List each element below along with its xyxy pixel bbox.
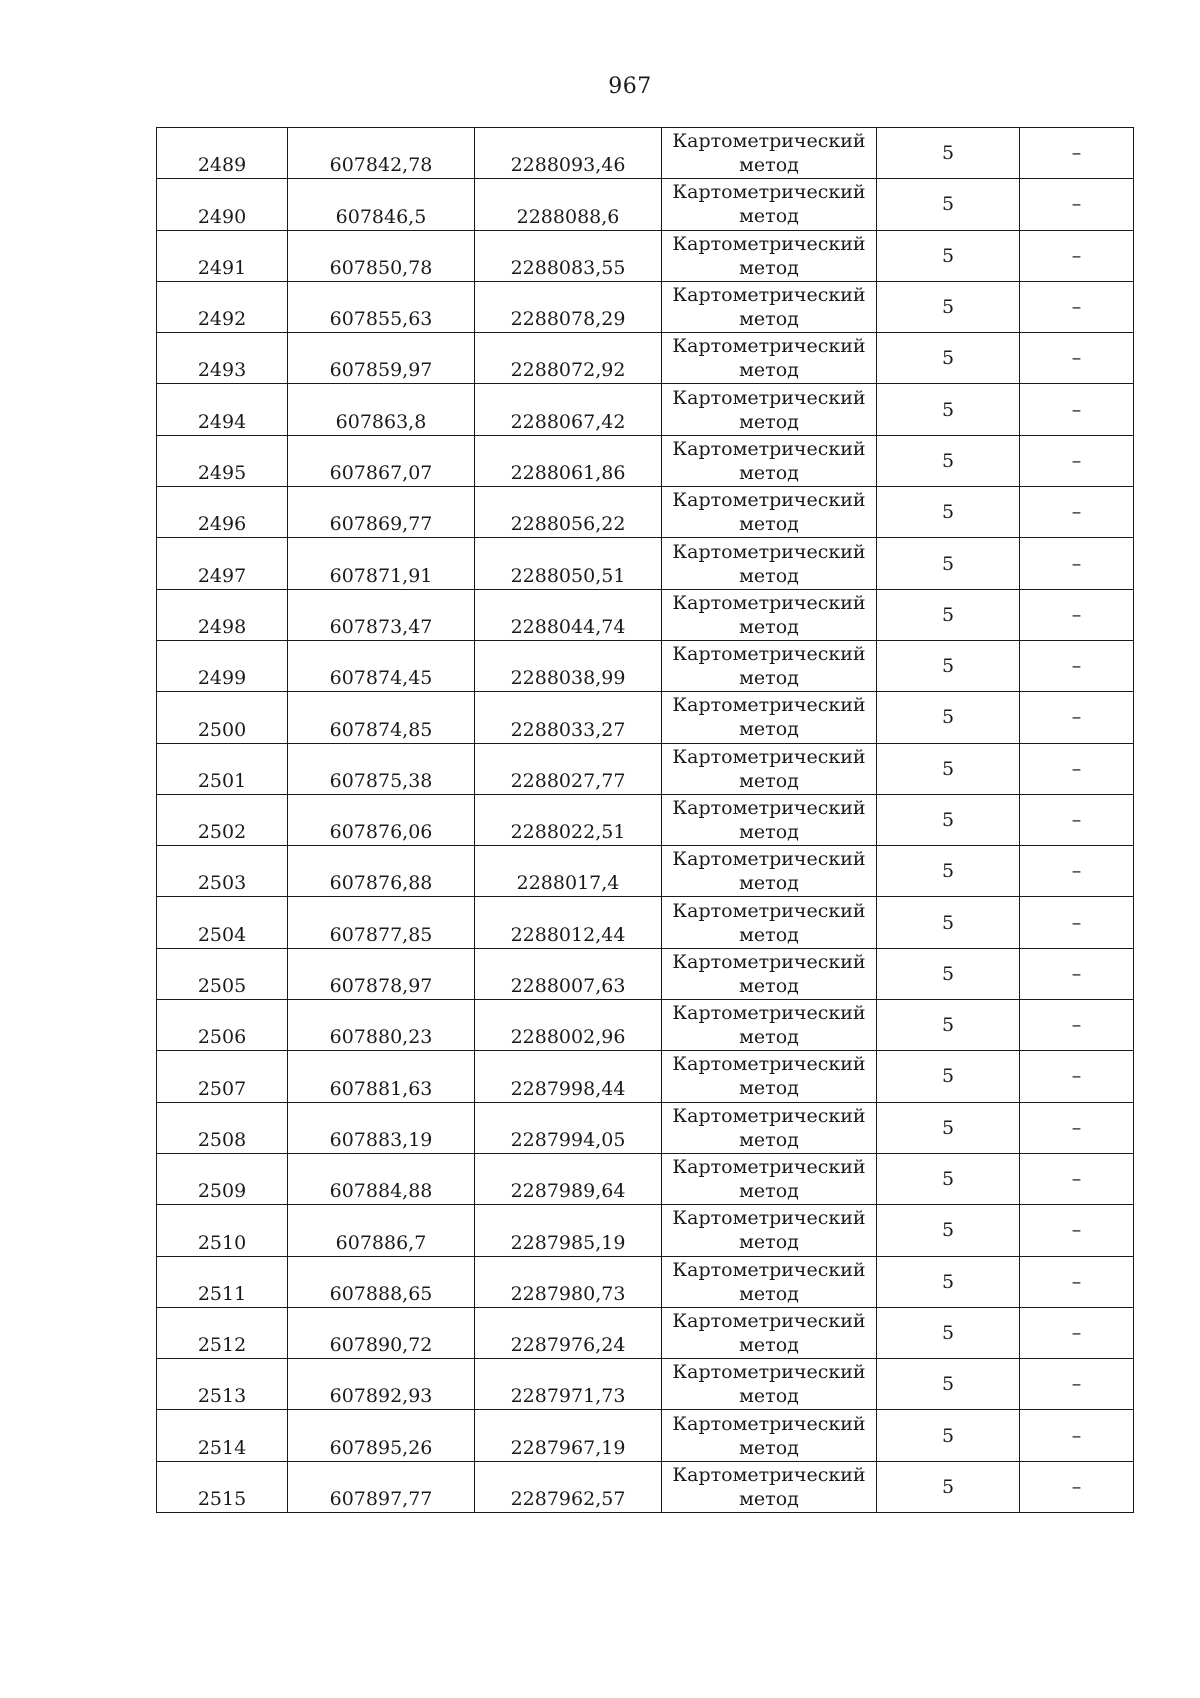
y-coordinate-cell: 2288056,22 [475,487,662,538]
method-label-line1: Картометрический [672,1207,866,1230]
note-cell: – [1020,846,1134,897]
table-row [157,230,1134,281]
method-label-line1: Картометрический [672,797,866,819]
note-cell: – [1020,692,1134,743]
note-cell: – [1020,640,1134,691]
point-number-cell: 2510 [157,1205,288,1256]
method-label-line1: Картометрический [672,540,866,563]
y-coordinate-cell: 2288093,46 [475,128,662,179]
method-label-line2: метод [739,154,799,177]
method-label-line1: Картометрический [672,1104,866,1127]
page-number: 967 [608,74,652,99]
x-coordinate-cell: 607892,93 [288,1359,475,1410]
note-cell: – [1020,1153,1134,1204]
method-label-line1: Картометрический [672,1309,866,1332]
note-cell: – [1020,1256,1134,1307]
table-row [157,1051,1134,1102]
table-row [157,1000,1134,1051]
y-coordinate-cell: 2288083,55 [475,230,662,281]
accuracy-cell: 5 [877,128,1020,179]
note-cell: – [1020,1205,1134,1256]
method-cell [662,179,877,230]
method-label-line2: метод [739,615,799,638]
table-row [157,435,1134,486]
point-number-cell: 2509 [157,1153,288,1204]
method-label-line2: метод [739,1385,799,1408]
method-label-line2: метод [739,974,799,997]
point-number-cell: 2502 [157,794,288,845]
point-number-cell: 2496 [157,487,288,538]
method-label-line2: метод [739,769,799,792]
table-row [157,1256,1134,1307]
note-cell: – [1020,333,1134,384]
method-label-line1: Картометрический [672,899,866,922]
method-cell [662,1461,877,1512]
accuracy-cell: 5 [877,743,1020,794]
x-coordinate-cell: 607884,88 [288,1153,475,1204]
x-coordinate-cell: 607842,78 [288,128,475,179]
point-number-cell: 2505 [157,948,288,999]
method-cell [662,640,877,691]
table-row [157,692,1134,743]
note-cell: – [1020,897,1134,948]
point-number-cell: 2495 [157,435,288,486]
note-cell: – [1020,948,1134,999]
note-cell: – [1020,1000,1134,1051]
method-cell [662,1051,877,1102]
method-label-line1: Картометрический [672,1412,866,1435]
note-cell: – [1020,384,1134,435]
method-label-line1: Картометрический [672,181,866,204]
method-cell [662,692,877,743]
table-row [157,846,1134,897]
x-coordinate-cell: 607871,91 [288,538,475,589]
table-row [157,1153,1134,1204]
note-cell: – [1020,794,1134,845]
x-coordinate-cell: 607880,23 [288,1000,475,1051]
table-row [157,1359,1134,1410]
accuracy-cell: 5 [877,948,1020,999]
method-label-line2: метод [739,256,799,279]
accuracy-cell: 5 [877,1205,1020,1256]
method-cell [662,846,877,897]
point-number-cell: 2503 [157,846,288,897]
point-number-cell: 2498 [157,589,288,640]
table-row [157,1410,1134,1461]
method-label-line2: метод [739,461,799,484]
note-cell: – [1020,128,1134,179]
accuracy-cell: 5 [877,589,1020,640]
point-number-cell: 2493 [157,333,288,384]
method-label-line1: Картометрический [672,694,866,717]
y-coordinate-cell: 2288007,63 [475,948,662,999]
accuracy-cell: 5 [877,230,1020,281]
method-label-line1: Картометрический [672,1002,866,1025]
method-label-line1: Картометрический [672,1156,866,1179]
accuracy-cell: 5 [877,487,1020,538]
table-row [157,179,1134,230]
accuracy-cell: 5 [877,1000,1020,1051]
point-number-cell: 2514 [157,1410,288,1461]
method-label-line2: метод [739,1077,799,1100]
method-cell [662,1256,877,1307]
method-label-line1: Картометрический [672,1053,866,1076]
point-number-cell: 2494 [157,384,288,435]
note-cell: – [1020,230,1134,281]
table-row [157,1461,1134,1512]
method-label-line1: Картометрический [672,1258,866,1281]
note-cell: – [1020,435,1134,486]
method-label-line2: метод [739,821,799,843]
method-label-line1: Картометрический [672,232,866,255]
accuracy-cell: 5 [877,846,1020,897]
y-coordinate-cell: 2288038,99 [475,640,662,691]
x-coordinate-cell: 607876,06 [288,794,475,845]
method-cell [662,1000,877,1051]
table-row [157,1205,1134,1256]
x-coordinate-cell: 607876,88 [288,846,475,897]
point-number-cell: 2504 [157,897,288,948]
y-coordinate-cell: 2288061,86 [475,435,662,486]
method-label-line2: метод [739,359,799,382]
method-cell [662,487,877,538]
accuracy-cell: 5 [877,1153,1020,1204]
accuracy-cell: 5 [877,384,1020,435]
table-row [157,538,1134,589]
method-label-line1: Картометрический [672,1361,866,1384]
accuracy-cell: 5 [877,1051,1020,1102]
note-cell: – [1020,487,1134,538]
x-coordinate-cell: 607859,97 [288,333,475,384]
method-label-line2: метод [739,872,799,895]
point-number-cell: 2512 [157,1307,288,1358]
y-coordinate-cell: 2288088,6 [475,179,662,230]
method-label-line1: Картометрический [672,950,866,973]
x-coordinate-cell: 607881,63 [288,1051,475,1102]
x-coordinate-cell: 607877,85 [288,897,475,948]
method-label-line1: Картометрический [672,335,866,358]
x-coordinate-cell: 607878,97 [288,948,475,999]
x-coordinate-cell: 607886,7 [288,1205,475,1256]
y-coordinate-cell: 2288012,44 [475,897,662,948]
table-row [157,794,1134,845]
table-row [157,1307,1134,1358]
method-cell [662,281,877,332]
y-coordinate-cell: 2288017,4 [475,846,662,897]
method-label-line2: метод [739,564,799,587]
note-cell: – [1020,1410,1134,1461]
table-row [157,640,1134,691]
table-row [157,384,1134,435]
note-cell: – [1020,1359,1134,1410]
x-coordinate-cell: 607867,07 [288,435,475,486]
y-coordinate-cell: 2288022,51 [475,794,662,845]
note-cell: – [1020,179,1134,230]
x-coordinate-cell: 607873,47 [288,589,475,640]
accuracy-cell: 5 [877,538,1020,589]
method-label-line1: Картометрический [672,1463,866,1486]
x-coordinate-cell: 607875,38 [288,743,475,794]
y-coordinate-cell: 2288002,96 [475,1000,662,1051]
accuracy-cell: 5 [877,1102,1020,1153]
x-coordinate-cell: 607874,85 [288,692,475,743]
method-label-line1: Картометрический [672,848,866,871]
note-cell: – [1020,1461,1134,1512]
method-label-line1: Картометрический [672,130,866,153]
y-coordinate-cell: 2288027,77 [475,743,662,794]
accuracy-cell: 5 [877,179,1020,230]
method-label-line2: метод [739,205,799,228]
table-row [157,487,1134,538]
coordinates-table-body [157,128,1134,1513]
x-coordinate-cell: 607897,77 [288,1461,475,1512]
method-label-line1: Картометрический [672,643,866,666]
y-coordinate-cell: 2287994,05 [475,1102,662,1153]
point-number-cell: 2513 [157,1359,288,1410]
point-number-cell: 2499 [157,640,288,691]
method-label-line2: метод [739,1180,799,1203]
method-label-line2: метод [739,1436,799,1459]
method-label-line2: метод [739,1231,799,1254]
method-label-line2: метод [739,667,799,690]
note-cell: – [1020,281,1134,332]
y-coordinate-cell: 2288033,27 [475,692,662,743]
x-coordinate-cell: 607850,78 [288,230,475,281]
table-row [157,897,1134,948]
method-cell [662,794,877,845]
point-number-cell: 2490 [157,179,288,230]
method-cell [662,743,877,794]
method-label-line2: метод [739,1333,799,1356]
table-row [157,1102,1134,1153]
method-label-line2: метод [739,1487,799,1510]
method-label-line2: метод [739,410,799,433]
accuracy-cell: 5 [877,333,1020,384]
method-cell [662,230,877,281]
method-cell [662,948,877,999]
method-label-line1: Картометрический [672,437,866,460]
point-number-cell: 2508 [157,1102,288,1153]
method-cell [662,1205,877,1256]
x-coordinate-cell: 607883,19 [288,1102,475,1153]
accuracy-cell: 5 [877,435,1020,486]
method-cell [662,538,877,589]
table-row [157,743,1134,794]
y-coordinate-cell: 2287967,19 [475,1410,662,1461]
table-row [157,333,1134,384]
x-coordinate-cell: 607895,26 [288,1410,475,1461]
coordinates-table [156,127,1134,1513]
method-cell [662,1102,877,1153]
table-row [157,281,1134,332]
method-cell [662,1410,877,1461]
table-row [157,948,1134,999]
note-cell: – [1020,589,1134,640]
point-number-cell: 2497 [157,538,288,589]
x-coordinate-cell: 607869,77 [288,487,475,538]
y-coordinate-cell: 2288072,92 [475,333,662,384]
y-coordinate-cell: 2287989,64 [475,1153,662,1204]
accuracy-cell: 5 [877,794,1020,845]
x-coordinate-cell: 607846,5 [288,179,475,230]
method-label-line2: метод [739,1128,799,1151]
accuracy-cell: 5 [877,1256,1020,1307]
x-coordinate-cell: 607888,65 [288,1256,475,1307]
point-number-cell: 2501 [157,743,288,794]
x-coordinate-cell: 607863,8 [288,384,475,435]
method-label-line2: метод [739,718,799,741]
method-label-line1: Картометрический [672,745,866,768]
y-coordinate-cell: 2288050,51 [475,538,662,589]
method-cell [662,333,877,384]
point-number-cell: 2491 [157,230,288,281]
y-coordinate-cell: 2287980,73 [475,1256,662,1307]
table-row [157,589,1134,640]
method-cell [662,1153,877,1204]
note-cell: – [1020,1102,1134,1153]
y-coordinate-cell: 2288044,74 [475,589,662,640]
y-coordinate-cell: 2287971,73 [475,1359,662,1410]
method-label-line2: метод [739,923,799,946]
accuracy-cell: 5 [877,692,1020,743]
method-cell [662,435,877,486]
point-number-cell: 2511 [157,1256,288,1307]
y-coordinate-cell: 2287998,44 [475,1051,662,1102]
method-cell [662,589,877,640]
accuracy-cell: 5 [877,1410,1020,1461]
x-coordinate-cell: 607855,63 [288,281,475,332]
point-number-cell: 2500 [157,692,288,743]
note-cell: – [1020,743,1134,794]
accuracy-cell: 5 [877,1359,1020,1410]
method-label-line1: Картометрический [672,591,866,614]
accuracy-cell: 5 [877,897,1020,948]
note-cell: – [1020,1307,1134,1358]
x-coordinate-cell: 607890,72 [288,1307,475,1358]
accuracy-cell: 5 [877,281,1020,332]
y-coordinate-cell: 2287985,19 [475,1205,662,1256]
note-cell: – [1020,1051,1134,1102]
point-number-cell: 2515 [157,1461,288,1512]
note-cell: – [1020,538,1134,589]
method-label-line1: Картометрический [672,489,866,512]
x-coordinate-cell: 607874,45 [288,640,475,691]
point-number-cell: 2507 [157,1051,288,1102]
method-label-line1: Картометрический [672,386,866,409]
method-label-line2: метод [739,1026,799,1049]
point-number-cell: 2492 [157,281,288,332]
accuracy-cell: 5 [877,1307,1020,1358]
method-label-line2: метод [739,1282,799,1305]
method-label-line2: метод [739,513,799,536]
method-cell [662,1359,877,1410]
method-cell [662,1307,877,1358]
y-coordinate-cell: 2288078,29 [475,281,662,332]
table-row [157,128,1134,179]
y-coordinate-cell: 2287976,24 [475,1307,662,1358]
y-coordinate-cell: 2287962,57 [475,1461,662,1512]
method-cell [662,384,877,435]
method-label-line1: Картометрический [672,284,866,307]
y-coordinate-cell: 2288067,42 [475,384,662,435]
method-label-line2: метод [739,308,799,331]
accuracy-cell: 5 [877,640,1020,691]
accuracy-cell: 5 [877,1461,1020,1512]
method-cell [662,897,877,948]
point-number-cell: 2489 [157,128,288,179]
method-cell [662,128,877,179]
point-number-cell: 2506 [157,1000,288,1051]
